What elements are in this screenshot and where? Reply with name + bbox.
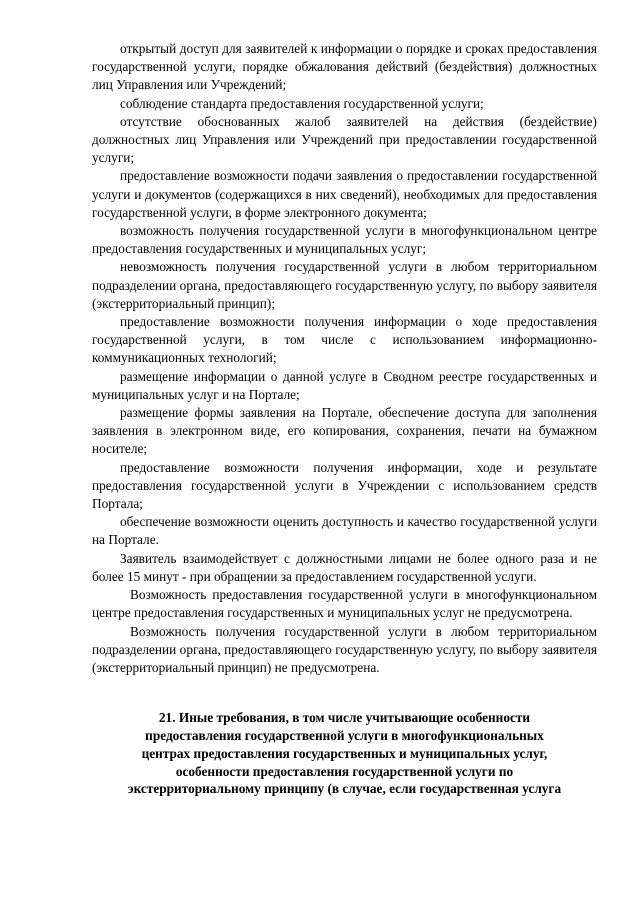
paragraph-progress-information: предоставление возможности получения информации о ходе предоставления государственной услуги, в том числе с использованием информационно-коммуникационных технологий; (92, 314, 597, 366)
paragraph-standard-compliance: соблюдение стандарта предоставления государственной услуги; (120, 95, 484, 111)
paragraph-registry-publication: размещение информации о данной услуге в Сводном реестре государственных и муниципальных услуг и на Портале; (92, 368, 597, 402)
heading-line: 21. Иные требования, в том числе учитывающие особенности (158, 710, 531, 726)
paragraph-no-complaints: отсутствие обоснованных жалоб заявителей на действия (бездействие) должностных лиц Управления или Учреждений при предоставлении государственной услуги; (92, 113, 597, 166)
paragraph-electronic-application: предоставление возможности подачи заявления о предоставлении государственной услуги и документов (содержащихся в них сведений), необходимых для предоставления государственной услуги, в форме электронного документа; (92, 168, 597, 220)
section-heading-21 (92, 709, 597, 798)
document-page (92, 40, 597, 798)
paragraph-mfc-not-provided: Возможность предоставления государственной услуги в многофункциональном центре предоставления государственных и муниципальных услуг не предусмотрена. (92, 587, 597, 621)
paragraph-interaction-limits: Заявитель взаимодействует с должностными лицами не более одного раза и не более 15 минут - при обращении за предоставлением государственной услуги. (92, 550, 597, 584)
paragraph-open-access: открытый доступ для заявителей к информации о порядке и сроках предоставления государственной услуги, порядке обжалования действий (бездействия) должностных лиц Управления или Учреждений; (92, 41, 597, 93)
paragraph-extraterritorial-not-provided: Возможность получения государственной услуги в любом территориальном подразделении органа, предоставляющего государственную услугу, по выбору заявителя (экстерриториальный принцип) не предусмотрена. (92, 623, 597, 675)
paragraph-quality-evaluation: обеспечение возможности оценить доступность и качество государственной услуги на Портале. (92, 514, 597, 548)
heading-line: центрах предоставления государственных и муниципальных услуг, (141, 745, 548, 761)
paragraph-portal-form: размещение формы заявления на Портале, обеспечение доступа для заполнения заявления в электронном виде, его копирования, сохранения, печати на бумажном носителе; (92, 405, 597, 457)
heading-line: экстерриториальному принципу (в случае, если государственная услуга (127, 781, 562, 797)
heading-line: предоставления государственной услуги в многофункциональных (145, 727, 544, 743)
paragraph-mfc-possibility: возможность получения государственной услуги в многофункциональном центре предоставления государственных и муниципальных услуг; (92, 223, 597, 257)
heading-line: особенности предоставления государственной услуги по (175, 763, 514, 779)
paragraph-result-information: предоставление возможности получения информации, ходе и результате предоставления государственной услуги в Учреждении с использованием средств Портала; (92, 459, 597, 512)
paragraph-extraterritorial-impossibility: невозможность получения государственной услуги в любом территориальном подразделении органа, предоставляющего государственную услугу, по выбору заявителя (экстерриториальный принцип); (92, 259, 597, 311)
